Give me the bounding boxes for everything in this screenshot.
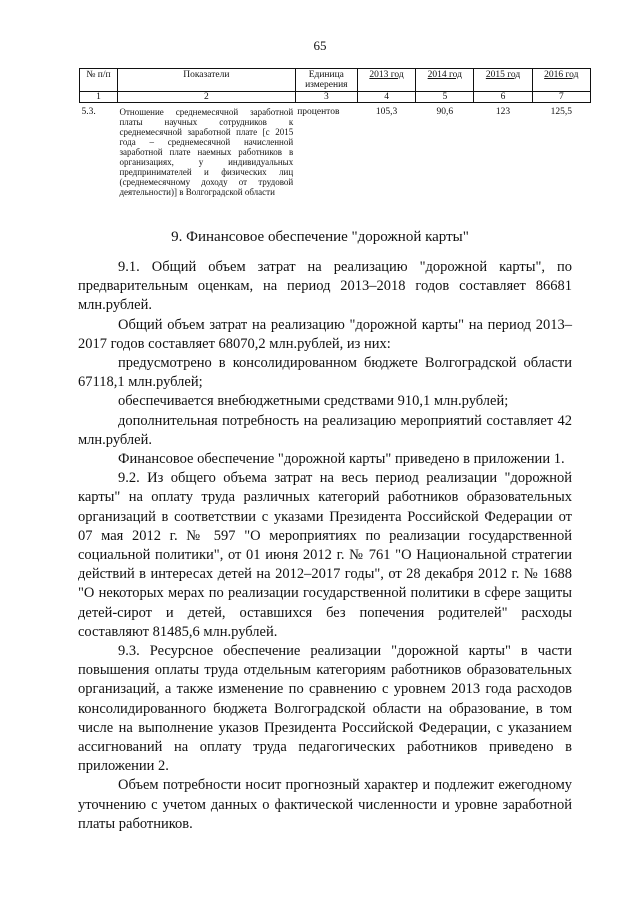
value-2015: 123 [495, 107, 511, 117]
value-2013: 105,3 [375, 107, 398, 117]
paragraph-additional-need: дополнительная потребность на реализацию мероприятий составляет 42 млн.рублей. [78, 412, 572, 448]
column-number: 6 [474, 92, 532, 103]
paragraph-total-2013-2017: Общий объем затрат на реализацию "дорожной карты" на период 2013–2017 годов составляет 68070,2 млн.рублей, из них: [78, 316, 572, 352]
header-2016 [532, 69, 590, 92]
column-number-row [80, 92, 591, 103]
paragraph-9-3: 9.3. Ресурсное обеспечение реализации "дорожной карты" в части повышения оплаты труда отдельным категориям работников образовательных организаций, а также изменение по сравнению с уровнем 2013 года расходов консолидированного бюджета Волгоградской области на образование, в том числе на выполнение указов Президента Российской Федерации, с указанием ассигнований на оплату труда педагогических работников приведено в приложении 2. [78, 643, 572, 775]
page-number: 65 [313, 38, 327, 53]
header-2014 [416, 69, 474, 92]
value-2014: 90,6 [436, 107, 454, 117]
paragraph-extrabudgetary: обеспечивается внебюджетными средствами 910,1 млн.рублей; [118, 393, 509, 410]
header-2014-label: 2014 год [427, 70, 462, 80]
header-2013 [357, 69, 415, 92]
column-number: 4 [357, 92, 415, 103]
column-number: 5 [416, 92, 474, 103]
body-text [78, 258, 572, 834]
row-number: 5.3. [81, 107, 96, 117]
header-2015 [474, 69, 532, 92]
column-number: 2 [117, 92, 295, 103]
paragraph-9-1: 9.1. Общий объем затрат на реализацию "дорожной карты", по предварительным оценкам, на период 2013–2018 годов составляет 86681 млн.рублей. [78, 259, 572, 314]
paragraph-consolidated-budget: предусмотрено в консолидированном бюджете Волгоградской области 67118,1 млн.рублей; [78, 355, 572, 391]
column-number: 3 [295, 92, 357, 103]
value-2016: 125,5 [550, 107, 572, 117]
column-number: 7 [532, 92, 590, 103]
section-title: 9. Финансовое обеспечение "дорожной карты" [171, 229, 469, 245]
header-2016-label: 2016 год [544, 70, 579, 80]
paragraph-appendix-1: Финансовое обеспечение "дорожной карты" приведено в приложении 1. [118, 451, 565, 468]
column-number: 1 [80, 92, 118, 103]
row-unit: процентов [297, 107, 340, 117]
paragraph-forecast: Объем потребности носит прогнозный характер и подлежит ежегодному уточнению с учетом данных о фактической численности и уровне заработной платы работников. [78, 777, 572, 832]
header-number: № п/п [80, 69, 118, 92]
header-indicator: Показатели [117, 69, 295, 92]
indicators-table [79, 68, 591, 198]
table-row [80, 103, 591, 199]
header-2015-label: 2015 год [485, 70, 521, 80]
row-indicator: Отношение среднемесячной заработной платы научных сотрудников к среднемесячной заработной плате [с 2015 года – среднемесячной начисленной заработной плате наемных работников в организациях, у индивидуальных предпринимателей и физических лиц (среднемесячному доходу от трудовой деятельности)] в Волгоградской области [119, 107, 294, 197]
paragraph-9-2: 9.2. Из общего объема затрат на весь период реализации "дорожной карты" на оплату труда различных категорий работников образовательных организаций в соответствии с указами Президента Российской Федерации от 07 мая 2012 г. № 597 "О мероприятиях по реализации государственной социальной политики", от 01 июня 2012 г. № 761 "О Национальной стратегии действий в интересах детей на 2012–2017 годы", от 28 декабря 2012 г. № 1688 "О некоторых мерах по реализации государственной политики в сфере защиты детей-сирот и детей, оставшихся без попечения родителей" расходы составляют 81485,6 млн.рублей. [78, 470, 572, 640]
table-header-row [80, 69, 591, 92]
header-2013-label: 2013 год [369, 70, 404, 80]
header-unit: Единица измерения [295, 69, 357, 92]
